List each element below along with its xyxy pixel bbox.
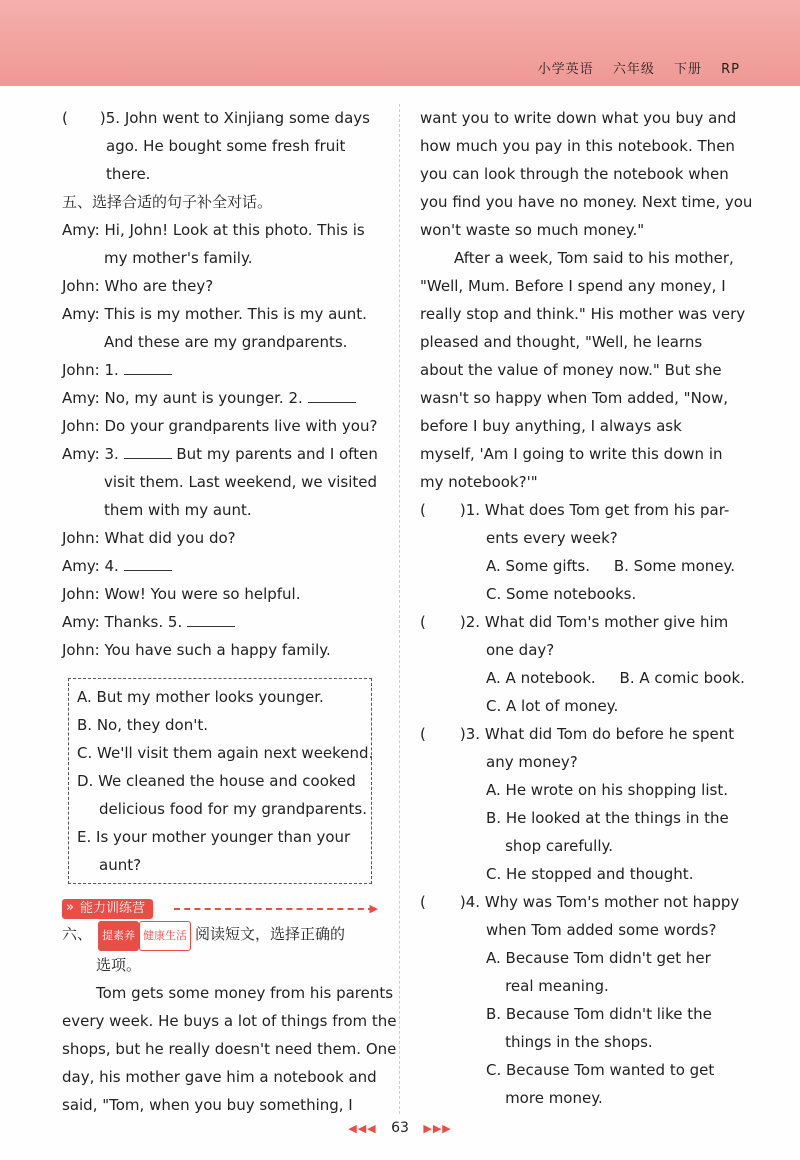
speaker: Amy: (62, 305, 100, 323)
header-grade: 六年级 (612, 62, 655, 77)
passage-line: really stop and think." His mother was very (420, 305, 746, 323)
section-6-instruction: 阅读短文，选择正确的 (195, 925, 346, 943)
passage-line: you can look through the notebook when (420, 165, 729, 183)
passage-line: pleased and thought, "Well, he learns (420, 333, 703, 351)
reading-question-3 (420, 720, 738, 748)
passage-line: said, "Tom, when you buy something, I (62, 1096, 353, 1114)
dialog-text: 1. (104, 361, 119, 379)
speaker: John: (62, 585, 100, 603)
speaker: Amy: (62, 557, 100, 575)
answer-blank[interactable] (308, 388, 356, 403)
speaker: John: (62, 641, 100, 659)
option-item[interactable]: A. A notebook. B. A comic book. (486, 669, 745, 687)
passage-line: After a week, Tom said to his mother, (454, 249, 734, 267)
right-column (420, 104, 753, 1112)
question-number: )5. (99, 109, 121, 127)
next-arrows-icon: ▶▶▶ (423, 1122, 452, 1135)
option-item[interactable]: C. A lot of money. (486, 697, 619, 715)
passage-line: how much you pay in this notebook. Then (420, 137, 735, 155)
reading-question-2 (420, 608, 738, 636)
question-number: )4. (459, 893, 481, 911)
option-item[interactable]: things in the shops. (486, 1033, 653, 1051)
speaker: Amy: (62, 221, 100, 239)
section-number: 六、 (62, 925, 93, 943)
question-text: ago. He bought some fresh fruit (106, 137, 346, 155)
prev-arrows-icon: ◀◀◀ (348, 1122, 377, 1135)
dialog-text: And these are my grandparents. (104, 333, 348, 351)
passage-line: want you to write down what you buy and (420, 109, 737, 127)
dialog-text: visit them. Last weekend, we visited (104, 473, 378, 491)
speaker: Amy: (62, 389, 100, 407)
option-item[interactable]: C. He stopped and thought. (486, 865, 694, 883)
option-item[interactable]: shop carefully. (486, 837, 613, 855)
left-column (62, 104, 397, 1119)
page-number: 63 (391, 1120, 409, 1136)
dialog-text: This is my mother. This is my aunt. (104, 305, 367, 323)
option-item: E. Is your mother younger than your (77, 828, 351, 846)
question-text: when Tom added some words? (486, 921, 717, 939)
option-item[interactable]: A. He wrote on his shopping list. (486, 781, 728, 799)
question-number: )1. (459, 501, 481, 519)
passage-line: Tom gets some money from his parents (96, 984, 394, 1002)
question-text: What does Tom get from his par- (484, 501, 730, 519)
column-divider (399, 104, 401, 1114)
question-text: Why was Tom's mother not happy (484, 893, 740, 911)
passage-line: every week. He buys a lot of things from the (62, 1012, 397, 1030)
passage-line: my notebook?'" (420, 473, 538, 491)
question-text: any money? (486, 753, 578, 771)
option-item[interactable]: more money. (486, 1089, 603, 1107)
answer-blank[interactable] (187, 612, 235, 627)
dialog-text: You have such a happy family. (104, 641, 331, 659)
badge-healthy-life: 健康生活 (139, 921, 191, 951)
dialog-text: my mother's family. (104, 249, 253, 267)
option-item[interactable]: B. He looked at the things in the (486, 809, 729, 827)
dialog (62, 216, 378, 664)
dialog-text: Who are they? (104, 277, 214, 295)
dialog-text: them with my aunt. (104, 501, 252, 519)
passage-right (420, 104, 753, 496)
speaker: John: (62, 417, 100, 435)
passage-left (62, 979, 397, 1119)
section-banner (62, 898, 378, 920)
speaker: John: (62, 361, 100, 379)
option-item[interactable]: C. Because Tom wanted to get (486, 1061, 715, 1079)
speaker: Amy: (62, 445, 100, 463)
option-item[interactable]: B. Because Tom didn't like the (486, 1005, 712, 1023)
option-item[interactable]: A. Some gifts. B. Some money. (486, 557, 736, 575)
option-item: aunt? (99, 856, 142, 874)
passage-line: before I buy anything, I always ask (420, 417, 682, 435)
dialog-text: What did you do? (104, 529, 236, 547)
question-text: What did Tom do before he spent (484, 725, 735, 743)
answer-paren[interactable]: ( (62, 109, 68, 127)
passage-line: shops, but he really doesn't need them. One (62, 1040, 397, 1058)
badge-literacy: 提素养 (98, 921, 139, 951)
reading-question-4 (420, 888, 738, 916)
dialog-text: But my parents and I often (176, 445, 378, 463)
answer-blank[interactable] (124, 360, 172, 375)
passage-line: myself, 'Am I going to write this down in (420, 445, 723, 463)
option-item[interactable]: A. Because Tom didn't get her (486, 949, 711, 967)
speaker: Amy: (62, 613, 100, 631)
speaker: John: (62, 529, 100, 547)
option-item: D. We cleaned the house and cooked (77, 772, 356, 790)
dialog-text: No, my aunt is younger. 2. (104, 389, 303, 407)
section-6-title (62, 920, 378, 951)
answer-blank[interactable] (124, 444, 172, 459)
option-item: B. No, they don't. (77, 716, 209, 734)
passage-line: day, his mother gave him a notebook and (62, 1068, 377, 1086)
dialog-text: 4. (104, 557, 119, 575)
answer-paren[interactable]: ( (420, 501, 426, 519)
page-footer (0, 1120, 800, 1136)
passage-line: won't waste so much money." (420, 221, 645, 239)
banner-dashed-line (174, 908, 374, 910)
question-text: ents every week? (486, 529, 618, 547)
option-item[interactable]: C. Some notebooks. (486, 585, 637, 603)
option-item: C. We'll visit them again next weekend. (77, 744, 374, 762)
dialog-text: Hi, John! Look at this photo. This is (104, 221, 365, 239)
question-5 (62, 104, 378, 132)
passage-line: "Well, Mum. Before I spend any money, I (420, 277, 726, 295)
question-text: John went to Xinjiang some days (124, 109, 370, 127)
header-subject: 小学英语 (537, 62, 594, 77)
answer-blank[interactable] (124, 556, 172, 571)
dialog-text: Do your grandparents live with you? (104, 417, 378, 435)
header-volume: 下册 (673, 62, 702, 77)
question-number: )3. (459, 725, 481, 743)
header-info (524, 58, 740, 77)
options-box (68, 678, 372, 884)
question-text: one day? (486, 641, 555, 659)
section-6-instruction-cont: 选项。 (96, 956, 142, 974)
header-edition: RP (721, 62, 740, 77)
option-item: delicious food for my grandparents. (99, 800, 368, 818)
banner-arrow-icon: ▶ (369, 902, 378, 915)
dialog-text: Wow! You were so helpful. (104, 585, 301, 603)
question-text: there. (106, 165, 151, 183)
dialog-text: Thanks. 5. (104, 613, 183, 631)
dialog-text: 3. (104, 445, 119, 463)
question-number: )2. (459, 613, 481, 631)
passage-line: wasn't so happy when Tom added, "Now, (420, 389, 729, 407)
reading-question-1 (420, 496, 738, 524)
page-header (0, 0, 800, 86)
answer-paren[interactable]: ( (420, 893, 426, 911)
answer-paren[interactable]: ( (420, 725, 426, 743)
answer-paren[interactable]: ( (420, 613, 426, 631)
speaker: John: (62, 277, 100, 295)
section-5-title: 五、选择合适的句子补全对话。 (62, 193, 273, 211)
option-item[interactable]: real meaning. (486, 977, 609, 995)
passage-line: about the value of money now." But she (420, 361, 722, 379)
banner-label: » 能力训练营 (62, 899, 153, 919)
question-text: What did Tom's mother give him (484, 613, 729, 631)
option-item: A. But my mother looks younger. (77, 688, 324, 706)
passage-line: you find you have no money. Next time, you (420, 193, 753, 211)
